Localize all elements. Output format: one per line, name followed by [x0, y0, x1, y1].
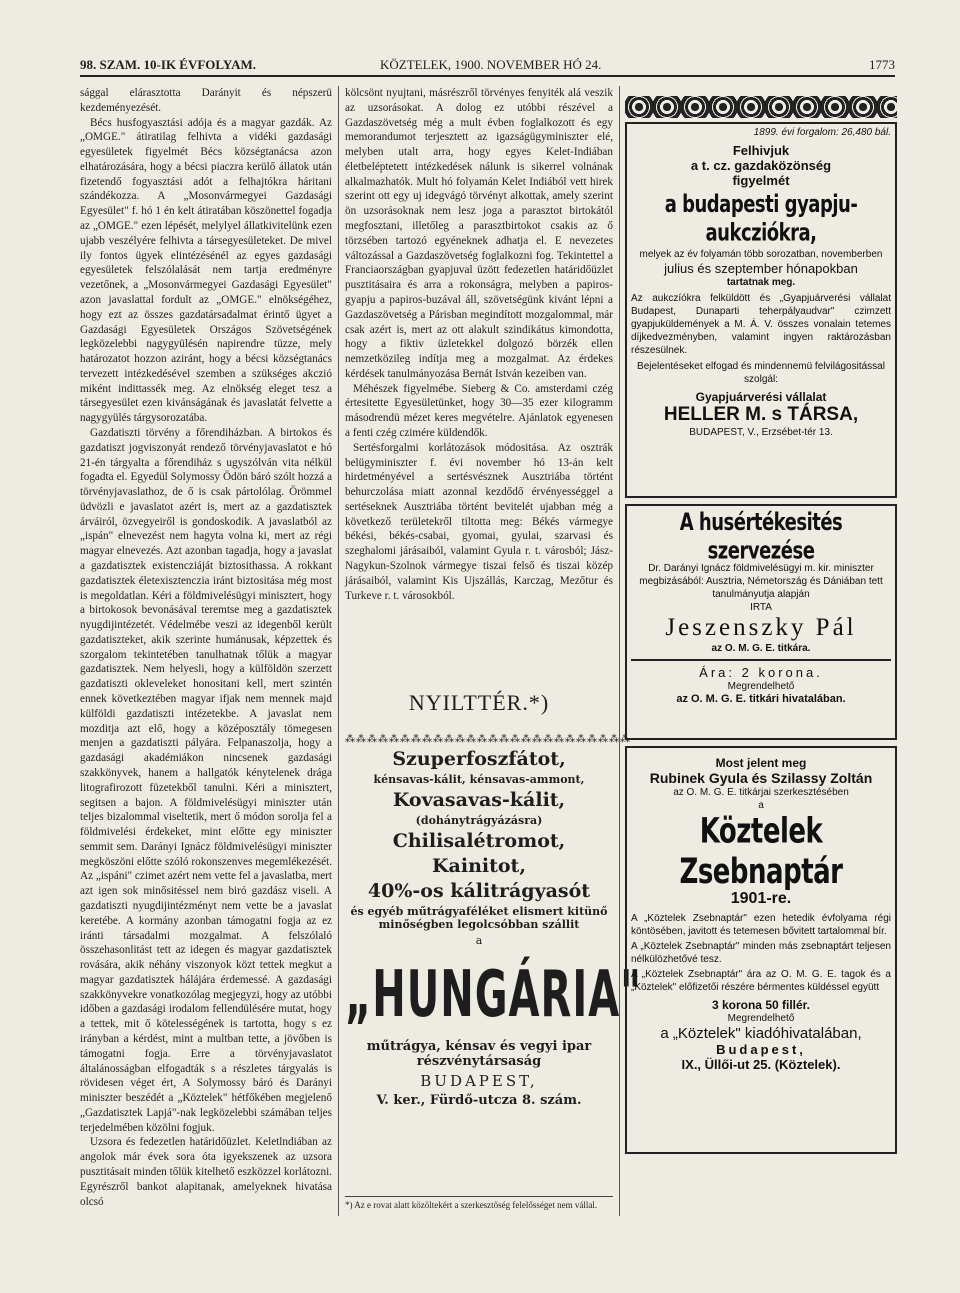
column-right [625, 86, 897, 1154]
ad-line: tartatnak meg. [726, 277, 796, 288]
ad-heading: a budapesti gyapju-aukcziókra, [664, 190, 858, 248]
ad-line: az O. M. G. E. titkárjai szerkesztésében [673, 787, 849, 798]
ad-line: julius és szeptember hónapokban [664, 261, 858, 276]
masthead: KÖZTELEK, 1900. NOVEMBER HÓ 24. [380, 57, 602, 72]
nyiltter-section [345, 690, 631, 745]
ad-line: 1899. évi forgalom: 26,480 bál. [753, 127, 891, 138]
ad-line: IRTA [750, 602, 772, 613]
ad-hungaria [345, 745, 642, 1111]
ad-line: a t. cz. gazdaközönség [690, 158, 832, 173]
issue-number: 98. SZAM. 10-IK ÉVFOLYAM. [80, 57, 257, 72]
column-divider [619, 86, 620, 1216]
paragraph: Bécs husfogyasztási adója és a magyar gazdák. Az „OMGE." átiratilag felhivta a vidéki gazdasági egyesületek figyelmét Bécs községtanácsa azon elhatározására, hogy a bécsi piaczra kerülő állatok után fizetendő fogyasztási adót a felhajtókra háritani szándékozza. A „Mosonvármegyei Gazdasági Egyesület" f. hó 1 én kelt átiratában köszönettel fogadja az „OMGE." ezen lépését, melylyel állatkivitelünk ezen ujabb veszélyére felhivta a társegyesületeket. De mivel ily fontos ügyek elintézésénél az egyes gazdasági egyesületek felszólalását nem tartja eredményre vezetőnek, a „Mosonvármegyei Gazdasági Egyesület" azon javaslattal fordult az „OMGE." elnökségéhez, hogy ezt az összes gazdatársadalmat érintő ügyet a Gazdasági Egyesületek Országos Szövetségének legközelebbi nagygyülésén napirendre tüzze, mely határozatot hozzon aziránt, hogy a bécsi községtanács tervezett intézkedésével szemben a szükséges akczió miként indittassék meg. Az elnökség eleget tesz a társegyesület ezen kivánságának és javaslatát felvette a nagygyülés tárgysorozatába. [80, 116, 332, 425]
ad-line: az O. M. G. E. titkára. [711, 643, 811, 654]
ad-author: Jeszenszky Pál [665, 614, 857, 641]
rule [631, 659, 891, 661]
column-divider [338, 86, 339, 1216]
paragraph: Méhészek figyelmébe. Sieberg & Co. amsterdami czég értesitette Egyesületünket, hogy 30—35 ezer kilogramm másodrendü mézet keres megvételre. Ajánlatok egyenesen a fenti czég czimére küldendők. [345, 382, 613, 439]
ad-line: Bejelentéseket elfogad és mindennemü felvilágositással szolgál: [637, 361, 885, 385]
ad-line: Kovasavas-kálit, [392, 789, 566, 811]
page-header [80, 55, 895, 77]
ad-line: Dr. Darányi Ignácz földmivelésügyi m. kir. miniszter megbizásából: Ausztria, Németország és Dániában tett tanulmányutja alapján [639, 563, 883, 600]
ad-line: V. ker., Fürdő-utcza 8. szám. [376, 1093, 582, 1108]
ad-line: melyek az év folyamán több sorozatban, novemberben [639, 249, 883, 260]
ad-line: műtrágya, kénsav és vegyi ipar részvénytársaság [366, 1039, 592, 1069]
ad-zsebnaptar [625, 746, 897, 1154]
column-middle [345, 86, 613, 603]
star-divider: ⁂⁂⁂⁂⁂⁂⁂⁂⁂⁂⁂⁂⁂⁂⁂⁂⁂⁂⁂⁂⁂⁂⁂⁂⁂⁂ [345, 734, 631, 745]
ad-line: a [475, 934, 483, 947]
ad-line: kénsavas-kálit, kénsavas-ammont, [373, 773, 585, 786]
ad-line: BUDAPEST, V., Erzsébet-tér 13. [689, 427, 833, 438]
ad-line: Kainitot, [432, 855, 526, 877]
ad-line: Felhivjuk [732, 143, 790, 158]
ad-line: a [758, 800, 764, 811]
ad-line: Megrendelhető [727, 1013, 795, 1024]
ad-brand: HELLER M. s TÁRSA, [663, 404, 859, 425]
ad-line: Chilisalétromot, [392, 830, 566, 852]
ad-line: Gyapjuárverési vállalat [695, 390, 827, 404]
ad-line: A „Köztelek Zsebnaptár" ára az O. M. G. E. tagok és a „Köztelek" előfizetői részére bérmentes küldéssel együtt [631, 969, 891, 993]
ad-line: Most jelent meg [715, 756, 807, 770]
ad-line: Rubinek Gyula és Szilassy Zoltán [649, 770, 873, 786]
ad-line: A „Köztelek Zsebnaptár" minden más zsebnaptárt teljesen nélkülözhetővé tesz. [631, 941, 891, 965]
ad-heading: A husértékesités szervezése [679, 508, 843, 566]
footnote: *) Az e rovat alatt közöltekért a szerkesztőség felelősséget nem vállal. [345, 1196, 613, 1210]
ad-line: Ára: 2 korona. [699, 665, 823, 680]
paragraph: kölcsönt nyujtani, másrészről törvényes fenyiték alá veszik az uzsorásokat. A dolog ez utóbbi részével a Gazdaszövetség még a mult évben foglalkozott és egy memorandumot terjesztett az igazságügyminiszter elé, melyben utalt arra, hogy egyes Kelet-Indiában életbeléptetett intézkedések nálunk is sikerrel volnának alkalmazhatók. Mult hó folyamán Kelet Indiából vett hirek szerint ott egy uj idegvágó törvényt alkottak, amely szerint ön uzsorásoknak nem lesz joga a parasztot birtokától megfosztani, illetőleg a parasztbirtokot csakis az ő törzsében tartozó egyéneknek adhatja el. E nevezetes változással a Gazdaszövetség foglalkozni fog. Tekintettel a Franciaországban gyapjuval üzött fedezetlen határidőüzlet pusztitásaira és arra a rokonságra, melyben a papiros-gyapju a papiros-buzával áll, szövetségünk kivánt lépni a Gazdaszövetség a Párisban megindított mozgalommal, már csak azért is, mert az ott alakult szindikátus kimondotta, hogy a fiktiv üzletekkel dolgozó börzék ellen nemzetközileg indítja meg a mozgalmat. Az érdekes kérdések tanulmányozása Bernát István kezeiben van. [345, 87, 613, 380]
ad-line: BUDAPEST, [420, 1072, 538, 1090]
ad-line: A „Köztelek Zsebnaptár" ezen hetedik évfolyama régi köntösében, javitott és tetemesen bővitett tartalommal bír. [631, 913, 891, 937]
ad-line: az O. M. G. E. titkári hivatalában. [676, 693, 846, 705]
ad-line: a „Köztelek" kiadóhivatalában, [660, 1025, 862, 1042]
ad-line: Megrendelhető [727, 681, 795, 692]
ad-line: figyelmét [732, 173, 790, 188]
paragraph: Sertésforgalmi korlátozások módositása. Az osztrák belügyminiszter f. évi november hó 13-án kelt hirdetményével a sertésvésznek Ausztriába történt behurczolása miatt azonnal kezdődő érvényességgel a sertéseknek Ausztriába történt bevitelét ujabban még a következő területekről tiltotta meg: Békés vármegye békési, békés-csabai, gyomai, gyulai, szarvasi és szeghalomi járásaiból, valamint Gyula r. t. városból; Jász-Nagykun-Szolnok vármegye tiszai felső és tiszai közép járásaiból, valamint Kis Ujszállás, Karczag, Mezőtur és Turkeve r. t. városokból. [345, 441, 613, 602]
paragraph: Uzsora és fedezetlen határidőüzlet. Keletlndiában az angolok már évek sora óta igyekszenek az uzsora pusztitásait minden tőlük kitelhető eszközzel korlátozni. Egyrészről bankot alapitanak, amelyeknek hivatása olcsó [80, 1136, 332, 1208]
paragraph: Gazdatiszti törvény a főrendiházban. A birtokos és gazdatiszt jogviszonyát rendező törvényjavaslatot e hó 21-én tárgyalta a főrendiház s ugyszólván vita nélkül fogadta el. Egyedül Solymossy Ödön báró szólt hozzá a törvényjavaslathoz, de ő is csak pártolólag. Örömmel üdvözli e javaslatot azért is, mert az a gazdatisztek árváiról, özvegyeiről is gondoskodik. A javaslatból az „ispán" elnevezést nem hagyta volna ki, mert az régi magyar elnevezés. Azt azonban tagadja, hogy a javaslat a gazdatisztek existencziáját biztosithassa. A rokkant gazdatisztek életexisztenczia iránt biztositása még most is megoldatlan. Kéri a földmivelésügyi minisztert, hogy a birtokosok bevonásával teremtse meg a gazdatisztek nyugdijintézetét. Védelmébe veszi az idegenből került gazdatiszteket, akik szerinte humánusak, képzettek és szorgalom tekintetében tanulhatnak tőlük a magyar gazdatisztek. Nem helyesli, hogy a külföldön szerzett gazdatiszti okleveleket honositani kell, mert szintén ennek következtében magyar ifjak nem mennek majd külföldi gazdatiszti intézetekbe. A javaslat nem mozditja azt elő, hogy a középosztály tömegesen menjen a gazdatiszti pályára. Felpanaszolja, hogy a gazdasági akadémiákon nincsenek gazdasági szakkönyvek, hanem a hallgatók kénytelenek drága litografirozott füzetekből tanulni. Kéri a minisztert, segitsen a bajon. A földmivelésügyi miniszter után teljes bizalommal viseltetik, mert ő módon sorolja fel a földmivelési érdekeket, mint előtte egy miniszter semmit sem. Darányi Ignácz földmivelésügyi miniszter megköszöni előtte szóló rokonszenves megemlékezését. Az „ispáni" czimet azért nem vette fel a javaslatba, mert azt igen sok minősitéssel nem biró gazdász viseli. A gazdatiszti nyugdijintézményt nem vette be a javaslat keretébe. A kormány azonban támogatni fogja az ez iránti társadalmi mozgalmat. A felszólaló összehasonlitást tett az idegen és magyar gazdatisztek rovására, akik néhány viszonyok közt tettek megkut a magyar gazdatisztek hálájára érdemessé. A gazdasági szakkönyvekre vonatkozólag megjegyzi, hogy az utóbbi időben a gazdasági irodalom fellendülésére mutat, hogy a tettek, mit ő kötelességének is tartotta, hogy s ez irányban a kérdést, mint a multban tette, a jövőben is támogatni fogja. Erre a törvényjavaslatot általánosságban elfogadták s a részletes tárgyalás is rövidesen véget ért, A Solymossy báró és Darányi miniszter beszédét a „Köztelek" hétfőkében megjelenő „Gazdatisztek Lapjá"-nak legközelebbi számában teljes terjedelmében közölni fogjuk. [80, 426, 332, 1134]
decorative-border [625, 96, 897, 118]
ad-line: 3 korona 50 fillér. [711, 998, 811, 1012]
ad-heading: Köztelek Zsebnaptár [679, 811, 843, 893]
ad-line: Az aukczíókra felküldött és „Gyapjuárverési vállalat Budapest, Dunaparti teherpályaudvar" czimzett gyapjuküldemények a M. Á. V. összes vonalain tetemes díjkedvezményben, valamint ingyen raktározásban részesülnek. [631, 293, 891, 356]
ad-line: Budapest, [716, 1042, 806, 1057]
ad-line: és egyéb műtrágyaféléket elismert kitünő minőségben legolcsóbban szállit [350, 905, 608, 931]
column-left [80, 86, 332, 1209]
ad-line: IX., Üllői-ut 25. (Köztelek). [681, 1057, 841, 1072]
ad-line: 1901-re. [730, 890, 792, 907]
ad-heller [625, 122, 897, 498]
brand-hungaria: „HUNGÁRIA" [345, 958, 642, 1032]
ad-line: Szuperfoszfátot, [392, 748, 566, 770]
ad-husertekesites [625, 504, 897, 740]
section-title: NYILTTÉR.*) [408, 690, 550, 715]
paragraph: sággal elárasztotta Darányit és népszerü kezdeményezését. [80, 87, 332, 114]
ad-line: (dohánytrágyázásra) [415, 814, 543, 827]
page-number: 1773 [869, 57, 895, 72]
ad-line: 40%-os kálitrágyasót [367, 880, 591, 902]
